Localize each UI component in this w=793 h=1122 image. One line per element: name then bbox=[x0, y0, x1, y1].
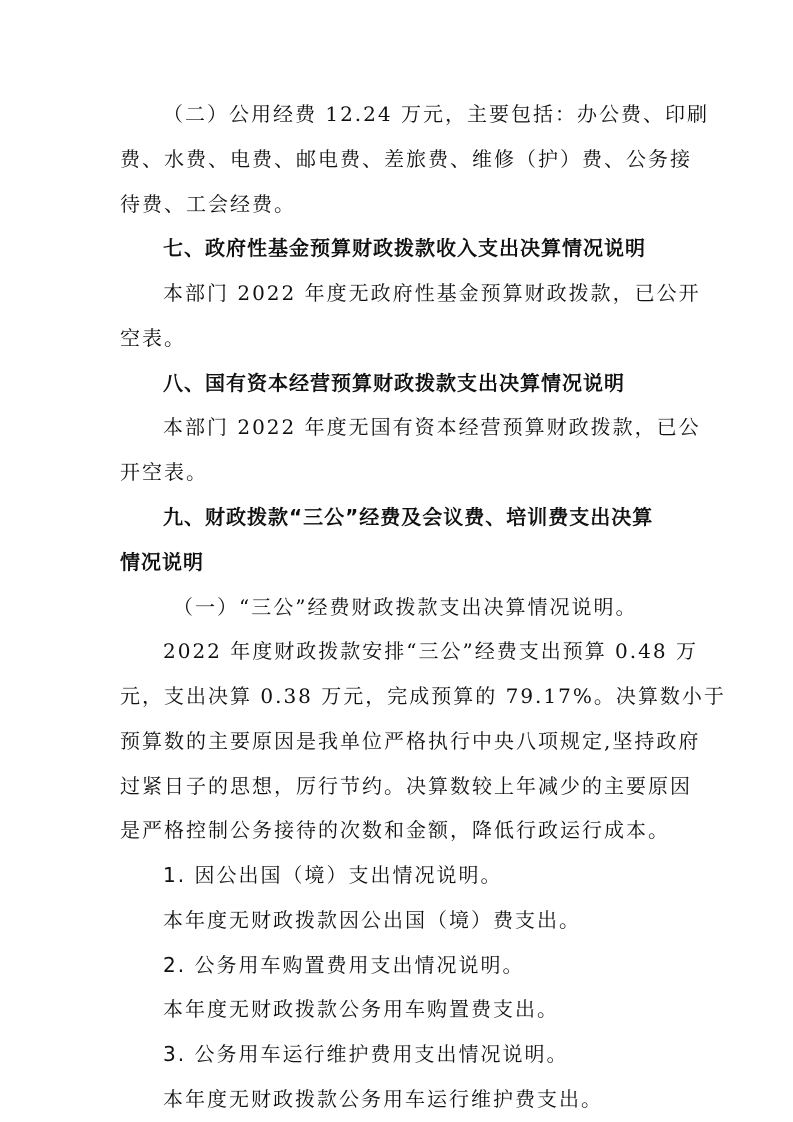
paragraph-line: （二）公用经费 12.24 万元，主要包括：办公费、印刷 bbox=[163, 102, 709, 126]
paragraph-line: 开空表。 bbox=[120, 460, 208, 484]
item-text-1: 本年度无财政拨款因公出国（境）费支出。 bbox=[163, 908, 581, 932]
item-heading-3: 3. 公务用车运行维护费用支出情况说明。 bbox=[163, 1042, 569, 1066]
item-heading-1: 1. 因公出国（境）支出情况说明。 bbox=[163, 863, 503, 887]
item-heading-2: 2. 公务用车购置费用支出情况说明。 bbox=[163, 953, 525, 977]
paragraph-line: 待费、工会经费。 bbox=[120, 192, 296, 216]
paragraph-line: 费、水费、电费、邮电费、差旅费、维修（护）费、公务接 bbox=[120, 147, 692, 171]
paragraph-line: 2022 年度财政拨款安排“三公”经费支出预算 0.48 万 bbox=[163, 639, 698, 663]
paragraph-line: 是严格控制公务接待的次数和金额，降低行政运行成本。 bbox=[120, 818, 670, 842]
section-heading-7: 七、政府性基金预算财政拨款收入支出决算情况说明 bbox=[163, 236, 646, 260]
item-text-3: 本年度无财政拨款公务用车运行维护费支出。 bbox=[163, 1087, 603, 1111]
section-heading-9: 九、财政拨款“三公”经费及会议费、培训费支出决算 bbox=[163, 505, 654, 529]
paragraph-line: 预算数的主要原因是我单位严格执行中央八项规定,坚持政府 bbox=[120, 729, 701, 753]
paragraph-line: 元，支出决算 0.38 万元，完成预算的 79.17%。决算数小于 bbox=[120, 684, 726, 708]
item-text-2: 本年度无财政拨款公务用车购置费支出。 bbox=[163, 997, 559, 1021]
paragraph-line: 空表。 bbox=[120, 326, 186, 350]
subsection-heading: （一）“三公”经费财政拨款支出决算情况说明。 bbox=[173, 595, 638, 619]
paragraph-line: 本部门 2022 年度无政府性基金预算财政拨款，已公开 bbox=[163, 281, 701, 305]
section-heading-9-continued: 情况说明 bbox=[120, 550, 204, 574]
paragraph-line: 本部门 2022 年度无国有资本经营预算财政拨款，已公 bbox=[163, 415, 701, 439]
section-heading-8: 八、国有资本经营预算财政拨款支出决算情况说明 bbox=[163, 371, 625, 395]
paragraph-line: 过紧日子的思想，厉行节约。决算数较上年减少的主要原因 bbox=[120, 774, 692, 798]
